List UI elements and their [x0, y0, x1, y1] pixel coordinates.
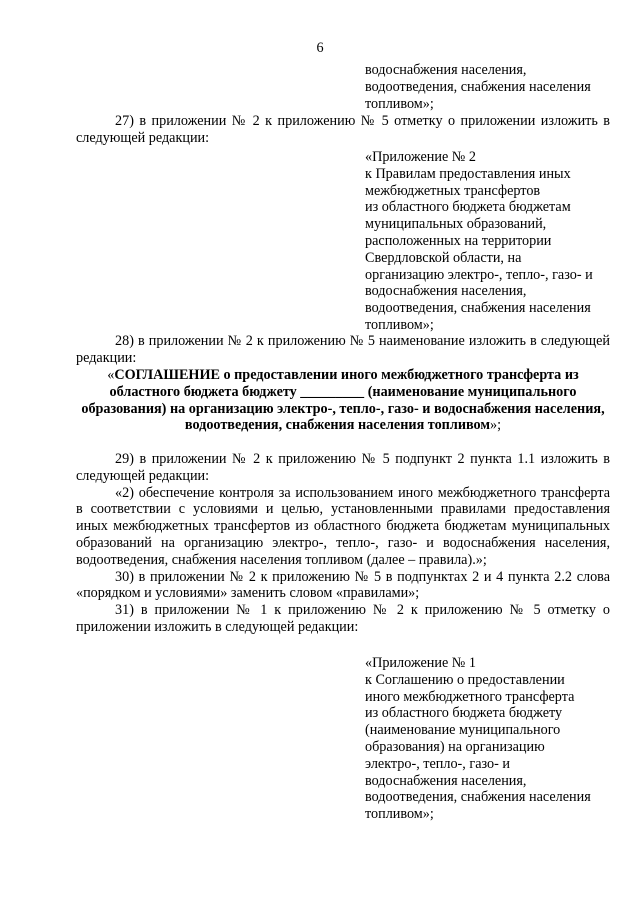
note-line: «Приложение № 1	[365, 655, 476, 671]
note-line: топливом»;	[365, 806, 434, 823]
item-28-text: 28) в приложении № 2 к приложению № 5 наименование изложить в следующей редакции:	[76, 333, 610, 366]
agreement-heading	[76, 367, 610, 434]
note-line: организацию электро-, тепло-, газо- и	[365, 266, 593, 283]
note-line: водоснабжения населения,	[365, 772, 527, 789]
note-line: расположенных на территории	[365, 232, 552, 249]
note-line: иного межбюджетного трансферта	[365, 688, 575, 705]
note-line: водоотведения, снабжения населения	[365, 300, 591, 317]
note-line: муниципальных образований,	[365, 216, 547, 233]
note-line: «Приложение № 2	[365, 149, 476, 165]
item-29	[76, 451, 610, 636]
item-27	[76, 113, 610, 147]
item-29-quoted-text: «2) обеспечение контроля за использованием иного межбюджетного трансферта в соответствии с условиями и целью, установленными правилами предоставления иных межбюджетных трансфертов из областного бюджета бюджетам муниципальных образований на организацию электро-, тепло-, газо- и водоснабжения населения, водоотведения, снабжения населения топливом (далее – правила).»;	[76, 484, 610, 568]
note-line: образования) на организацию	[365, 738, 545, 755]
note-line: водоотведения, снабжения населения	[365, 789, 591, 806]
item-28	[76, 333, 610, 367]
note-line: межбюджетных трансфертов	[365, 182, 541, 199]
close-quote: »;	[490, 417, 502, 434]
note-line: водоснабжения населения,	[365, 283, 527, 300]
item-31-text: 31) в приложении № 1 к приложению № 2 к приложению № 5 отметку о приложении изложить в следующей редакции:	[76, 602, 610, 635]
note-line: к Правилам предоставления иных	[365, 165, 571, 182]
note-line: (наименование муниципального	[365, 722, 561, 739]
note-line: из областного бюджета бюджету	[365, 705, 563, 722]
note-line: водоснабжения населения,	[365, 62, 527, 78]
appendix-1-note	[365, 655, 615, 823]
note-line: водоотведения, снабжения населения	[365, 78, 591, 95]
note-line: Свердловской области, на	[365, 249, 522, 266]
appendix-note-continuation	[365, 62, 615, 112]
agreement-title-bold: СОГЛАШЕНИЕ о предоставлении иного межбюджетного трансферта из областного бюджета бюджету _________ (наименование муниципального образования) на организацию электро-, тепло-, газо- и водоснабжения населения, водоотведения, снабжения населения топливом	[81, 367, 605, 434]
item-27-text: 27) в приложении № 2 к приложению № 5 отметку о приложении изложить в следующей редакции:	[76, 113, 610, 146]
note-line: электро-, тепло-, газо- и	[365, 755, 510, 772]
item-29-text: 29) в приложении № 2 к приложению № 5 подпункт 2 пункта 1.1 изложить в следующей редакции:	[76, 451, 610, 484]
note-line: топливом»;	[365, 95, 434, 112]
note-line: из областного бюджета бюджетам	[365, 199, 571, 216]
open-quote: «	[107, 367, 115, 383]
appendix-2-note	[365, 149, 615, 334]
item-30-text: 30) в приложении № 2 к приложению № 5 в подпунктах 2 и 4 пункта 2.2 слова «порядком и условиями» заменить словом «правилами»;	[76, 568, 610, 602]
page-number: 6	[316, 40, 324, 56]
note-line: к Соглашению о предоставлении	[365, 671, 565, 688]
note-line: топливом»;	[365, 316, 434, 333]
agreement-title	[76, 367, 610, 434]
